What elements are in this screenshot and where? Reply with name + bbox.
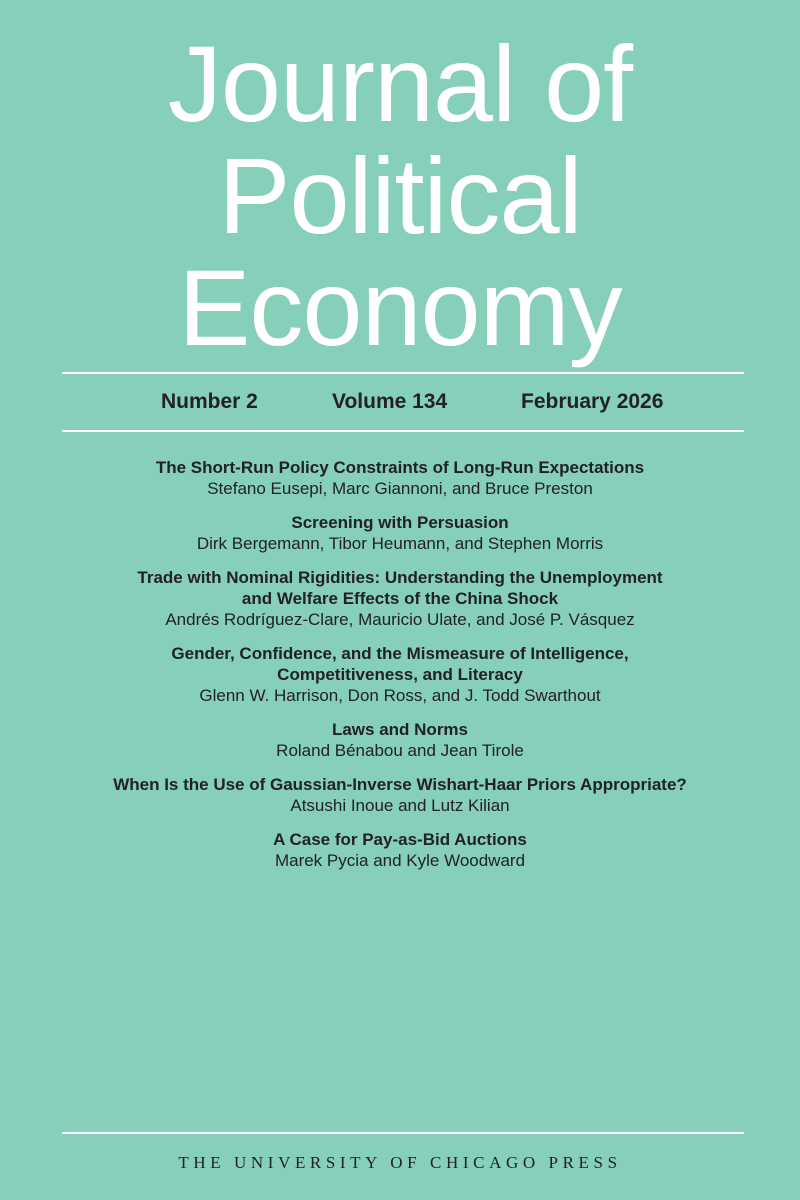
article-4	[40, 643, 760, 706]
article-2	[40, 512, 760, 554]
table-of-contents	[40, 457, 760, 884]
article-1	[40, 457, 760, 499]
article-authors: Stefano Eusepi, Marc Giannoni, and Bruce Preston	[207, 479, 593, 498]
article-title	[40, 719, 760, 740]
article-title	[40, 457, 760, 478]
article-authors: Marek Pycia and Kyle Woodward	[274, 851, 526, 870]
article-title	[40, 643, 760, 685]
article-3	[40, 567, 760, 630]
article-title	[40, 567, 760, 609]
article-title-line: Screening with Persuasion	[291, 513, 509, 532]
article-title-line: The Short-Run Policy Constraints of Long-Run Expectations	[155, 458, 645, 477]
top-divider	[62, 372, 744, 374]
issue-number: Number 2	[161, 390, 258, 413]
article-6	[40, 774, 760, 816]
article-title-line: and Welfare Effects of the China Shock	[241, 589, 559, 608]
article-7	[40, 829, 760, 871]
article-title-line: Competitiveness, and Literacy	[277, 665, 523, 684]
issue-info	[0, 390, 800, 418]
article-authors: Roland Bénabou and Jean Tirole	[276, 741, 524, 760]
issue-volume: Volume 134	[332, 390, 448, 413]
article-title-line: When Is the Use of Gaussian-Inverse Wishart-Haar Priors Appropriate?	[113, 775, 687, 794]
journal-title	[0, 23, 800, 368]
bottom-divider	[62, 1132, 744, 1134]
publisher-name: THE UNIVERSITY OF CHICAGO PRESS	[178, 1153, 622, 1172]
journal-title-line-3: Economy	[178, 247, 622, 368]
article-title	[40, 774, 760, 795]
article-5	[40, 719, 760, 761]
article-title-line: A Case for Pay-as-Bid Auctions	[273, 830, 527, 849]
journal-title-line-1: Journal of	[167, 23, 633, 144]
article-authors: Dirk Bergemann, Tibor Heumann, and Stephen Morris	[196, 534, 604, 553]
article-title-line: Gender, Confidence, and the Mismeasure of Intelligence,	[171, 644, 629, 663]
article-authors: Andrés Rodríguez-Clare, Mauricio Ulate, and José P. Vásquez	[165, 610, 635, 629]
article-authors: Glenn W. Harrison, Don Ross, and J. Todd Swarthout	[199, 686, 601, 705]
journal-title-line-2: Political	[218, 135, 582, 256]
article-title	[40, 512, 760, 533]
article-title-line: Trade with Nominal Rigidities: Understanding the Unemployment	[137, 568, 663, 587]
article-title-line: Laws and Norms	[331, 720, 469, 739]
article-title	[40, 829, 760, 850]
middle-divider	[62, 430, 744, 432]
issue-date: February 2026	[521, 390, 664, 413]
article-authors: Atsushi Inoue and Lutz Kilian	[290, 796, 510, 815]
